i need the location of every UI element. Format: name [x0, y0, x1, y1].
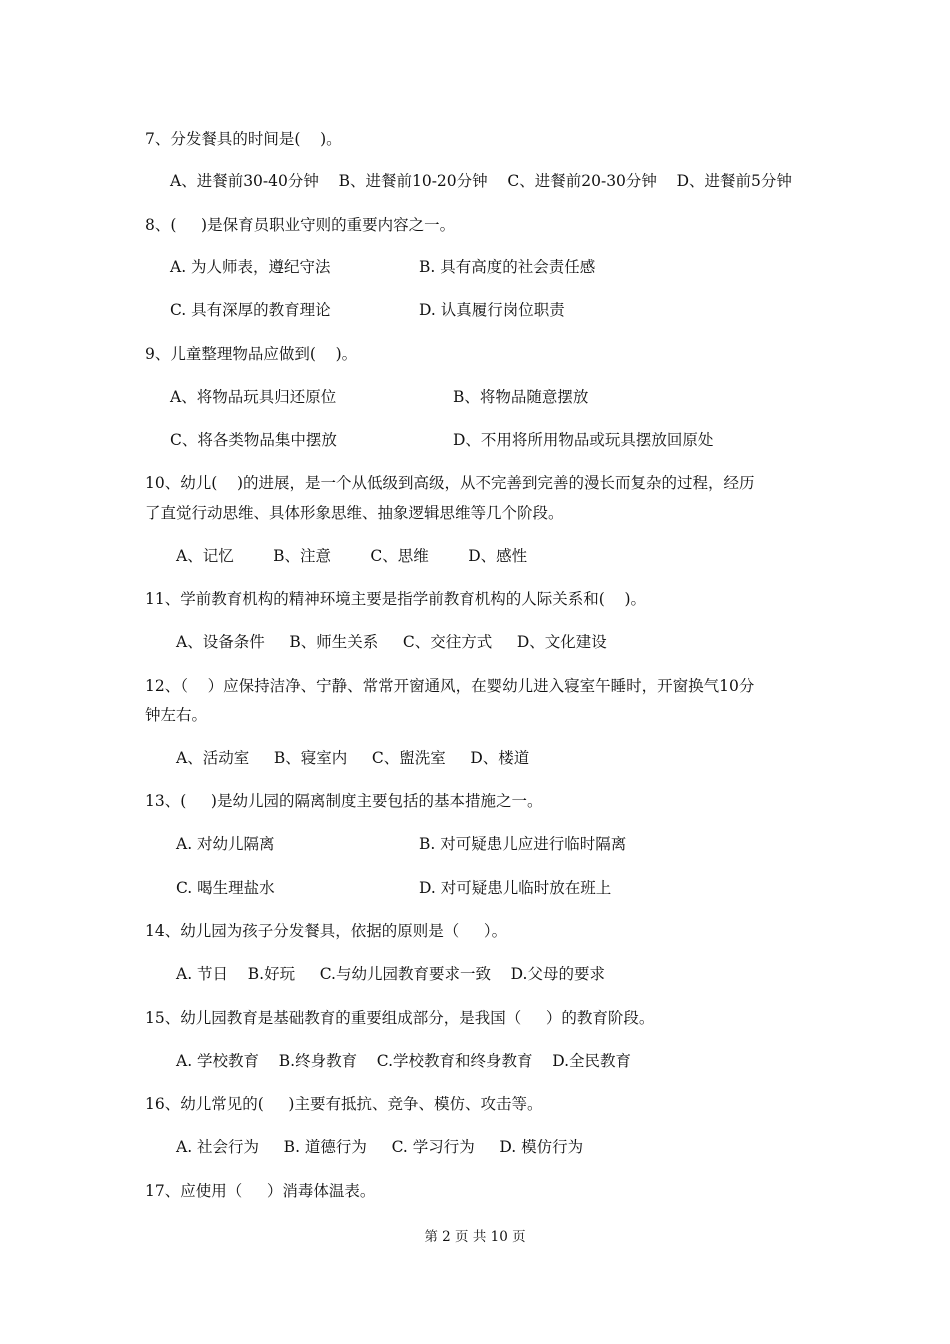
question-13-option-a: A. 对幼儿隔离	[176, 835, 275, 853]
question-15-stem: 15、幼儿园教育是基础教育的重要组成部分，是我国（ ）的教育阶段。	[145, 1009, 655, 1027]
question-9-option-c: C、将各类物品集中摆放	[170, 431, 337, 449]
question-13-option-b: B. 对可疑患儿应进行临时隔离	[419, 835, 627, 853]
question-7-options: A、进餐前30-40分钟 B、进餐前10-20分钟 C、进餐前20-30分钟 D、进餐前5分钟	[170, 172, 792, 190]
question-14-options: A. 节日 B.好玩 C.与幼儿园教育要求一致 D.父母的要求	[176, 965, 605, 983]
question-16-stem: 16、幼儿常见的( )主要有抵抗、竞争、模仿、攻击等。	[145, 1095, 543, 1113]
question-11-options: A、设备条件 B、师生关系 C、交往方式 D、文化建设	[176, 633, 607, 651]
question-10-stem-line-1: 10、幼儿( )的进展，是一个从低级到高级，从不完善到完善的漫长而复杂的过程，经历	[145, 474, 755, 492]
question-14-stem: 14、幼儿园为孩子分发餐具，依据的原则是（ ）。	[145, 922, 508, 940]
page-number-footer: 第 2 页 共 10 页	[424, 1229, 526, 1245]
question-9-option-a: A、将物品玩具归还原位	[170, 388, 337, 406]
question-11-stem: 11、学前教育机构的精神环境主要是指学前教育机构的人际关系和( )。	[145, 590, 647, 608]
question-13-option-c: C. 喝生理盐水	[176, 879, 275, 897]
question-10-options: A、记忆 B、注意 C、思维 D、感性	[176, 547, 528, 565]
question-12-stem-line-2: 钟左右。	[145, 706, 208, 724]
question-9-option-b: B、将物品随意摆放	[453, 388, 589, 406]
question-8-option-b: B. 具有高度的社会责任感	[419, 258, 596, 276]
question-12-stem-line-1: 12、（ ）应保持洁净、宁静、常常开窗通风，在婴幼儿进入寝室午睡时，开窗换气10分	[145, 677, 755, 695]
question-9-stem: 9、儿童整理物品应做到( )。	[145, 345, 358, 363]
question-17-stem: 17、应使用（ ）消毒体温表。	[145, 1182, 376, 1200]
question-12-options: A、活动室 B、寝室内 C、盥洗室 D、楼道	[176, 749, 530, 767]
question-8-option-c: C. 具有深厚的教育理论	[170, 301, 331, 319]
question-15-options: A. 学校教育 B.终身教育 C.学校教育和终身教育 D.全民教育	[176, 1052, 632, 1070]
question-8-option-a: A. 为人师表，遵纪守法	[170, 258, 331, 276]
question-8-option-d: D. 认真履行岗位职责	[419, 301, 565, 319]
question-9-option-d: D、不用将所用物品或玩具摆放回原处	[453, 431, 714, 449]
question-16-options: A. 社会行为 B. 道德行为 C. 学习行为 D. 模仿行为	[176, 1138, 584, 1156]
question-13-stem: 13、( )是幼儿园的隔离制度主要包括的基本措施之一。	[145, 792, 543, 810]
question-7-stem: 7、分发餐具的时间是( )。	[145, 130, 342, 148]
question-8-stem: 8、( )是保育员职业守则的重要内容之一。	[145, 216, 456, 234]
question-10-stem-line-2: 了直觉行动思维、具体形象思维、抽象逻辑思维等几个阶段。	[145, 504, 564, 522]
question-13-option-d: D. 对可疑患儿临时放在班上	[419, 879, 612, 897]
